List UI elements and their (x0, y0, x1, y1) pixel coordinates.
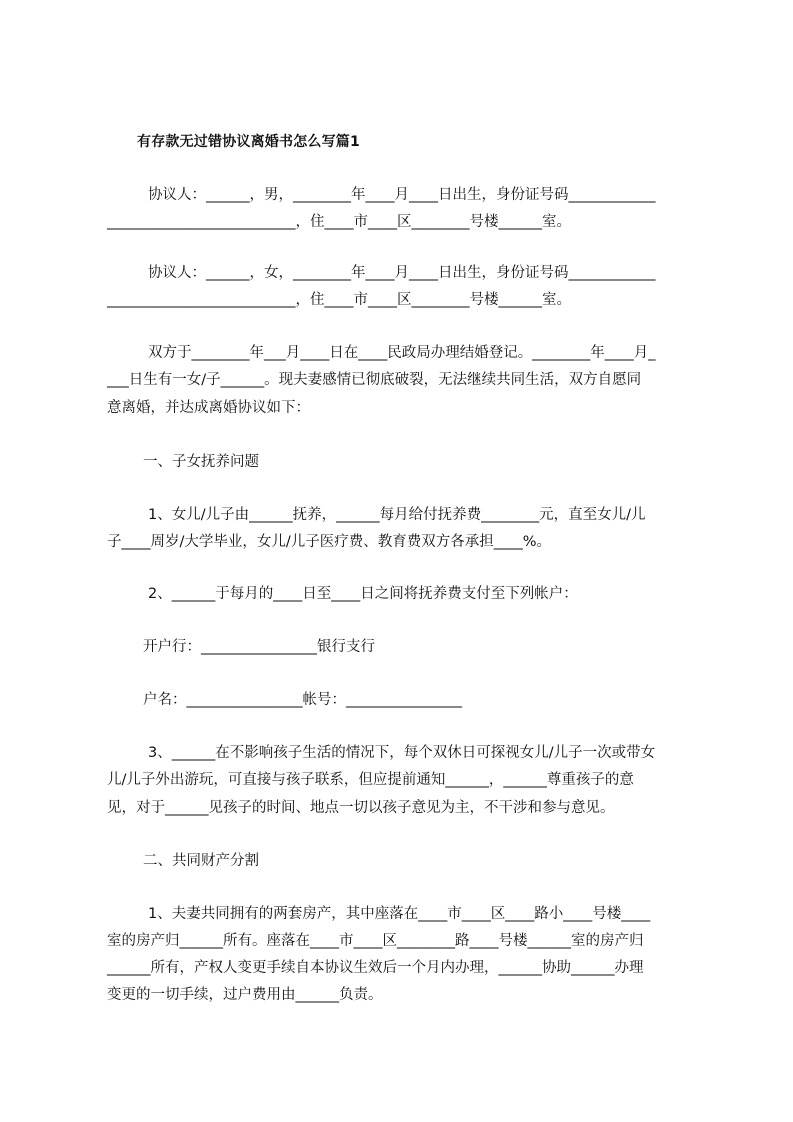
paragraph-line: 子____周岁/大学毕业，女儿/儿子医疗费、教育费双方各承担____%。 (107, 534, 552, 550)
paragraph-line: 见，对于______见孩子的时间、地点一切以孩子意见为主，不干涉和参与意见。 (107, 800, 615, 816)
paragraph-line: 变更的一切手续，过户费用由______负责。 (107, 987, 383, 1003)
bank-field-line: 开户行：________________银行支行 (143, 639, 375, 655)
paragraph-line: ___日生有一女/子______。现夫妻感情已彻底破裂，无法继续共同生活，双方自愿同 (107, 372, 642, 388)
paragraph-line: 儿/儿子外出游玩，可直接与孩子联系，但应提前通知______，______尊重孩子的意 (107, 772, 634, 788)
paragraph-line: 协议人：______，男，________年____月____日出生，身份证号码____________ (148, 187, 656, 203)
paragraph-line: ______所有，产权人变更手续自本协议生效后一个月内办理，______协助______办理 (107, 960, 644, 976)
paragraph-line: 协议人：______，女，________年____月____日出生，身份证号码____________ (148, 265, 656, 281)
paragraph-line: 3、______在不影响孩子生活的情况下，每个双休日可探视女儿/儿子一次或带女 (148, 745, 656, 761)
paragraph-line: __________________________，住____市____区________号楼______室。 (107, 292, 571, 308)
paragraph-line: 意离婚，并达成离婚协议如下： (107, 400, 310, 416)
paragraph-line: __________________________，住____市____区________号楼______室。 (107, 214, 571, 230)
paragraph-line: 1、夫妻共同拥有的两套房产，其中座落在____市____区____路小____号楼____ (148, 906, 651, 922)
document-title: 有存款无过错协议离婚书怎么写篇1 (137, 134, 360, 150)
paragraph-line: 室的房产归______所有。座落在____市____区________路____号楼______室的房产归 (107, 933, 644, 949)
account-field-line: 户名：________________帐号：________________ (143, 692, 462, 708)
section-heading: 二、共同财产分割 (143, 853, 259, 869)
section-heading: 一、子女抚养问题 (143, 454, 259, 470)
paragraph-line: 1、女儿/儿子由______抚养，______每月给付抚养费________元，直至女儿/儿 (148, 507, 646, 523)
paragraph-line: 2、______于每月的____日至____日之间将抚养费支付至下列帐户： (148, 586, 578, 602)
paragraph-line: 双方于________年___月____日在____民政局办理结婚登记。________年____月_ (148, 345, 656, 361)
